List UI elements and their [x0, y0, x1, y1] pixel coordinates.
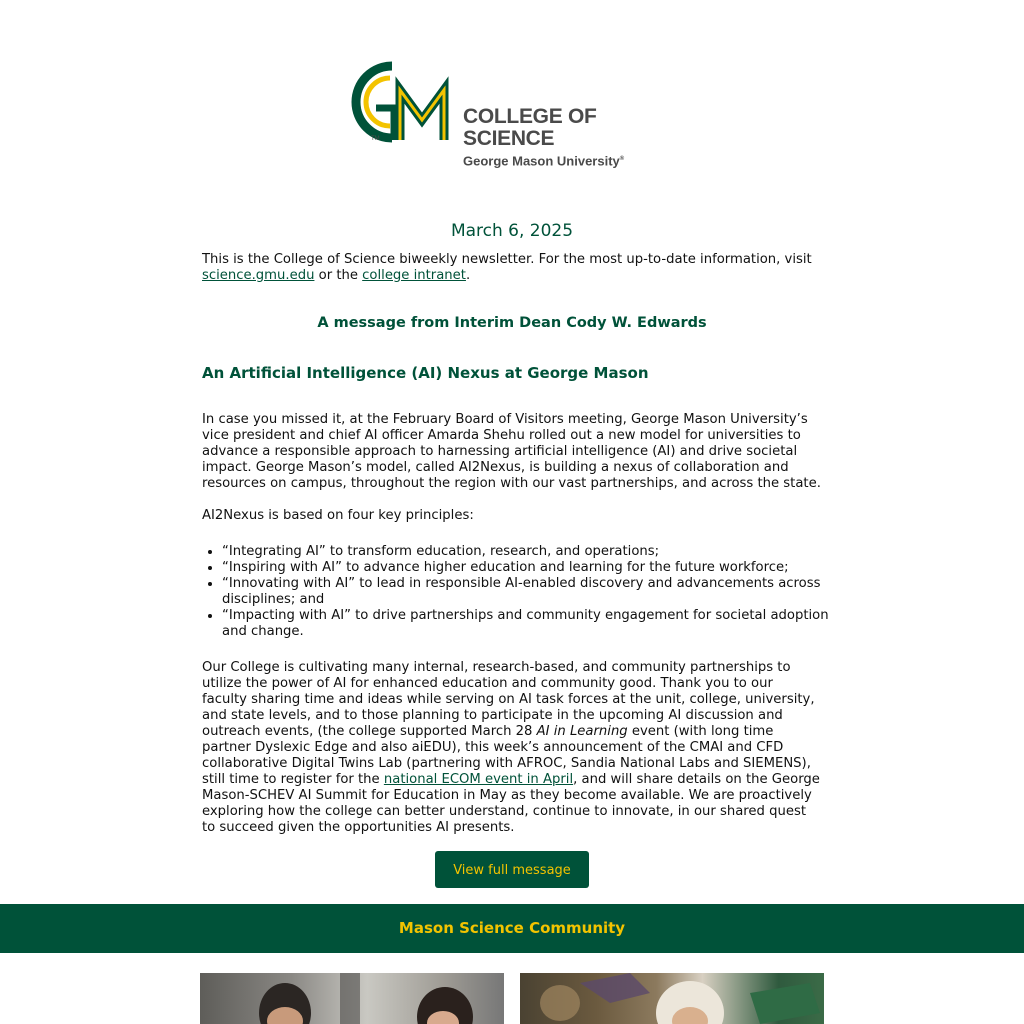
science-site-link[interactable]: science.gmu.edu [202, 268, 315, 283]
community-section-banner [0, 904, 1024, 953]
graduation-photo-icon [520, 973, 824, 1024]
dean-message-heading: A message from Interim Dean Cody W. Edwards [317, 315, 707, 331]
trademark-symbol: TM [371, 136, 380, 142]
college-logo[interactable] [340, 58, 685, 169]
community-photo-left[interactable] [200, 973, 504, 1024]
ecom-event-link[interactable]: national ECOM event in April [383, 772, 574, 787]
list-item: • “Integrating AI” to transform education, research, and operations; [222, 544, 842, 560]
logo-wordmark [463, 106, 685, 169]
people-photo-icon [200, 973, 504, 1024]
article-title: An Artificial Intelligence (AI) Nexus at George Mason [202, 364, 649, 382]
article-paragraph-1: In case you missed it, at the February Board of Visitors meeting, George Mason University’s vice president and chief AI officer Amarda Shehu rolled out a new model for universities to advance a responsible approach to harnessing artificial intelligence (AI) and drive societal impact. George Mason’s model, called AI2Nexus, is building a nexus of collaboration and resources on campus, throughout the region with our vast partnerships, and across the state. [202, 412, 821, 491]
list-item: • “Inspiring with AI” to advance higher education and learning for the future workforce; [222, 560, 842, 576]
college-name: COLLEGE OF SCIENCE [463, 105, 597, 150]
university-name: George Mason University® [463, 153, 625, 169]
article-paragraph-2: AI2Nexus is based on four key principles: [202, 508, 474, 523]
intro-paragraph: This is the College of Science biweekly newsletter. For the most up-to-date information, visit science.gmu.edu or the college intranet. [202, 252, 812, 283]
principles-list [202, 544, 842, 640]
list-item: • “Impacting with AI” to drive partnerships and community engagement for societal adoption and change. [222, 608, 842, 640]
list-item: • “Innovating with AI” to lead in responsible AI-enabled discovery and advancements across disciplines; and [222, 576, 842, 608]
newsletter-date: March 6, 2025 [450, 221, 574, 241]
view-full-message-button[interactable]: View full message [435, 851, 589, 888]
article-paragraph-3: Our College is cultivating many internal, research-based, and community partnerships to utilize the power of AI for enhanced education and community good. Thank you to our faculty sharing time and ideas while serving on AI task forces at the unit, college, university, and state levels, and to those planning to participate in the upcoming AI discussion and outreach events, (the college supported March 28 AI in Learning event (with long time partner Dyslexic Edge and also aiEDU), this week’s announcement of the CMAI and CFD collaborative Digital Twins Lab (partnering with AFROC, Sandia National Labs and SIEMENS), still time to register for the national ECOM event in April, and will share details on the George Mason-SCHEV AI Summit for Education in May as they become available. We are proactively exploring how the college can better understand, continue to innovate, in our shared quest to succeed given the opportunities AI presents. [202, 660, 820, 835]
college-intranet-link[interactable]: college intranet [362, 268, 466, 283]
gm-monogram-icon [340, 58, 460, 148]
community-section-title: Mason Science Community [398, 919, 626, 937]
community-photo-right[interactable] [520, 973, 824, 1024]
